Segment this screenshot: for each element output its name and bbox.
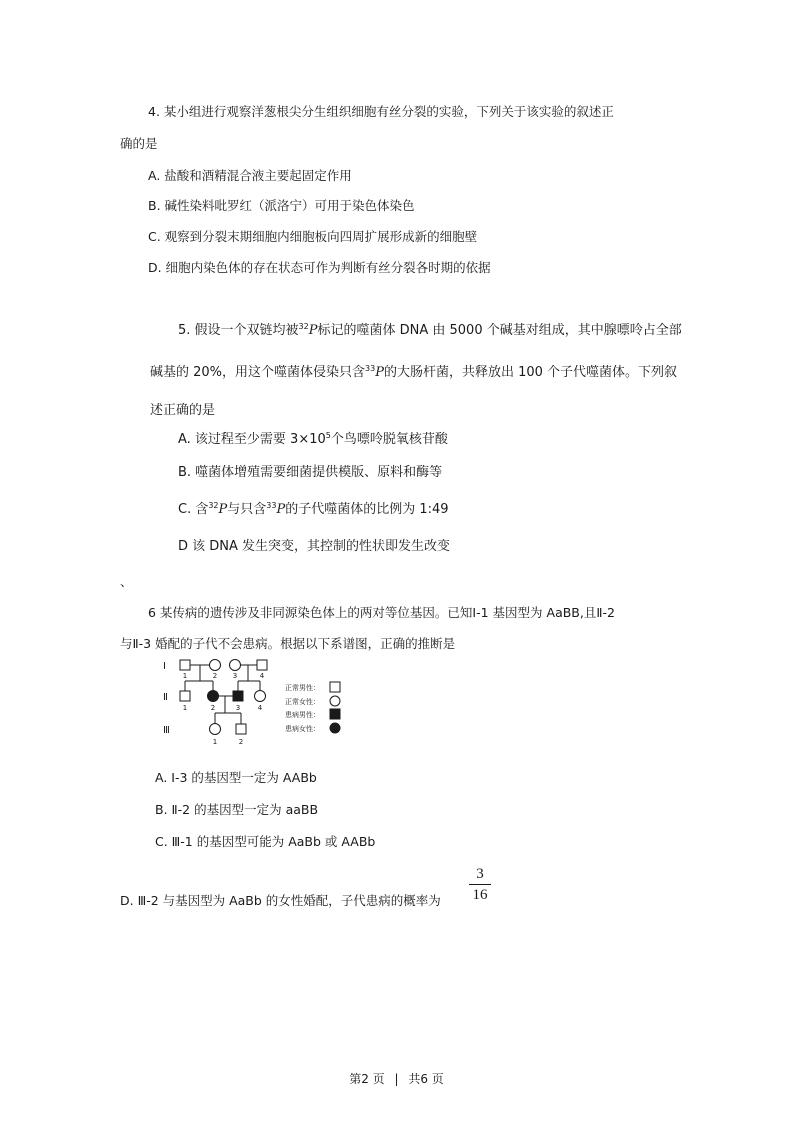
footer-separator: | — [394, 1072, 399, 1086]
pedigree-ii4-normal-female — [255, 691, 266, 702]
legend-normal-male-symbol — [330, 682, 340, 692]
q4-option-b: B. 碱性染料吡罗红（派洛宁）可用于染色体染色 — [148, 198, 415, 213]
pedigree-ii3-affected-male — [233, 691, 243, 701]
q4-stem-line2: 确的是 — [120, 136, 158, 151]
q6-option-b: B. Ⅱ-2 的基因型一定为 aaBB — [155, 802, 319, 817]
q6-stem-line1: 6 某传病的遗传涉及非同源染色体上的两对等位基因。已知Ⅰ-1 基因型为 AaBB,且Ⅱ-2 — [148, 605, 615, 620]
probability-fraction — [469, 865, 491, 904]
legend-normal-male-label: 正常男性： — [285, 684, 320, 692]
legend-affected-male-symbol — [330, 709, 340, 719]
legend-normal-female-symbol — [330, 696, 340, 706]
page-total: 共6 页 — [408, 1072, 444, 1086]
q6-option-a: A. Ⅰ-3 的基因型一定为 AABb — [155, 770, 317, 785]
pedigree-i2-normal-female — [210, 660, 221, 671]
legend-affected-female-symbol — [330, 723, 340, 733]
q5-stem-line2: 碱基的 20%，用这个噬菌体侵染只含$^{33}$P的大肠杆菌，共释放出 100 个子代噬菌体。下列叙 — [150, 364, 678, 380]
svg-text:4: 4 — [257, 704, 263, 712]
q5-option-a: A. 该过程至少需要 $3\times 10^5$个鸟嘌呤脱氧核苷酸 — [178, 431, 448, 447]
svg-text:1: 1 — [212, 738, 218, 746]
svg-text:1: 1 — [182, 672, 188, 680]
svg-text:2: 2 — [210, 704, 216, 712]
pedigree-i3-normal-female — [230, 660, 241, 671]
fraction-denominator: 16 — [472, 887, 488, 903]
fraction-numerator: 3 — [476, 866, 484, 882]
q4-option-c: C. 观察到分裂末期细胞内细胞板向四周扩展形成新的细胞壁 — [148, 229, 478, 244]
svg-text:2: 2 — [212, 672, 218, 680]
q5-option-d: D 该 DNA 发生突变，其控制的性状即发生改变 — [178, 539, 451, 554]
legend-affected-female-label: 患病女性： — [285, 725, 320, 733]
gen-label-iii: Ⅲ — [163, 725, 170, 736]
pedigree-i1-normal-male — [180, 660, 190, 670]
svg-text:4: 4 — [259, 672, 265, 680]
pedigree-ii2-affected-female — [208, 691, 219, 702]
q5-stem-line3: 述正确的是 — [150, 403, 216, 418]
q4-option-a: A. 盐酸和酒精混合液主要起固定作用 — [148, 168, 352, 183]
q4-option-d: D. 细胞内染色体的存在状态可作为判断有丝分裂各时期的依据 — [148, 260, 491, 275]
page-number: 第2 页 — [349, 1072, 385, 1086]
q5-option-c: C. 含$^{32}$P与只含$^{33}$P的子代噬菌体的比例为 1:49 — [178, 501, 449, 517]
q4-stem-line1: 4. 某小组进行观察洋葱根尖分生组织细胞有丝分裂的实验，下列关于该实验的叙述正 — [148, 104, 614, 119]
page-footer — [0, 1070, 793, 1087]
svg-text:2: 2 — [238, 738, 244, 746]
legend-normal-female-label: 正常女性： — [285, 698, 320, 706]
gen-label-ii: Ⅱ — [163, 692, 168, 703]
pedigree-ii1-normal-male — [180, 691, 190, 701]
stray-mark: 、 — [120, 574, 133, 589]
q5-option-b: B. 噬菌体增殖需要细菌提供模版、原料和酶等 — [178, 465, 443, 480]
q6-option-c: C. Ⅲ-1 的基因型可能为 AaBb 或 AABb — [155, 834, 376, 849]
svg-text:3: 3 — [235, 704, 241, 712]
q6-stem-line2: 与Ⅱ-3 婚配的子代不会患病。根据以下系谱图，正确的推断是 — [120, 636, 456, 651]
svg-text:3: 3 — [232, 672, 238, 680]
pedigree-i4-normal-male — [257, 660, 267, 670]
svg-text:1: 1 — [182, 704, 188, 712]
legend-affected-male-label: 患病男性： — [285, 711, 320, 719]
gen-label-i: Ⅰ — [163, 661, 166, 672]
q6-option-d: D. Ⅲ-2 与基因型为 AaBb 的女性婚配，子代患病的概率为 — [120, 893, 441, 908]
pedigree-diagram — [160, 655, 360, 750]
pedigree-iii1-normal-female — [210, 724, 221, 735]
q5-stem-line1: 5. 假设一个双链均被$^{32}$P标记的噬菌体 DNA 由 5000 个碱基对组成，其中腺嘌呤占全部 — [178, 322, 682, 338]
pedigree-iii2-normal-male — [236, 724, 246, 734]
